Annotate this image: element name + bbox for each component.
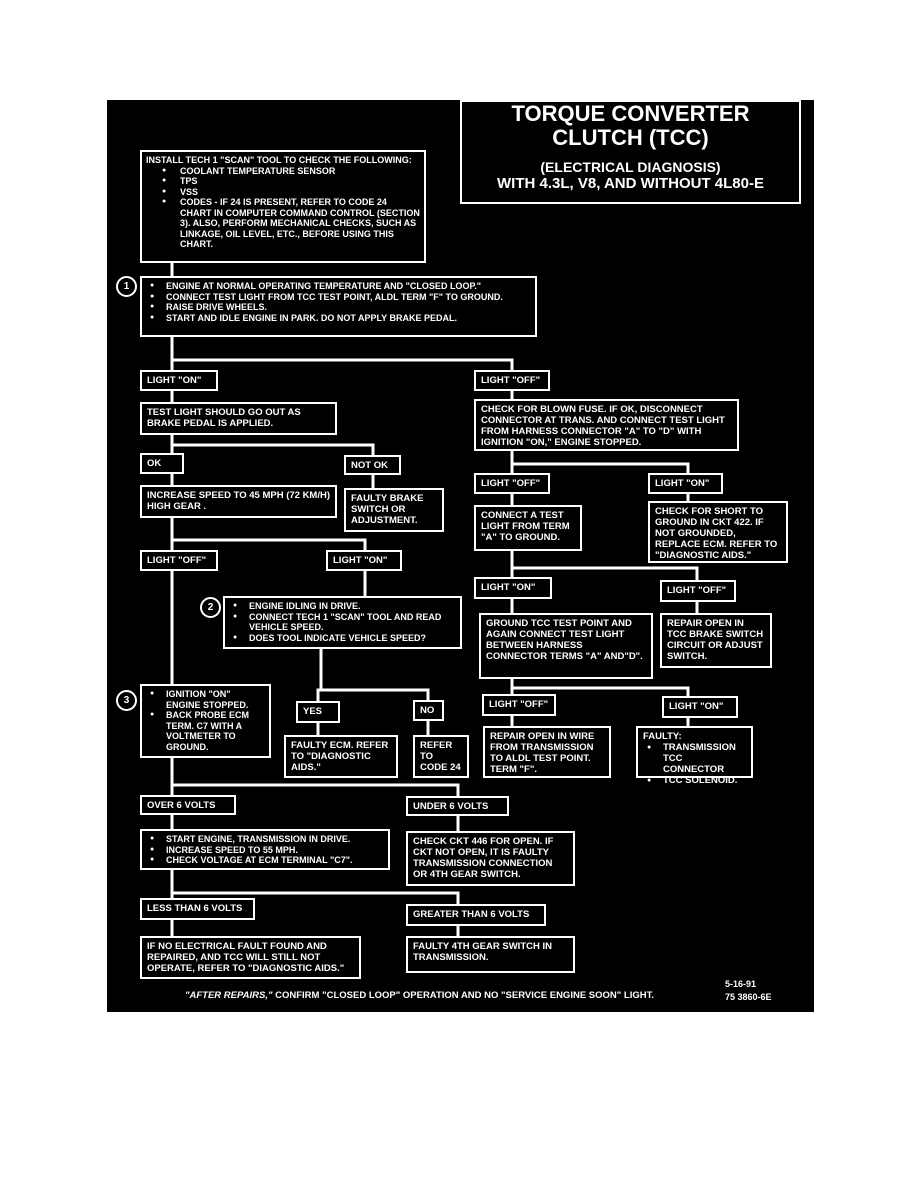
step-3-box (140, 684, 271, 758)
intro-item: ● COOLANT TEMPERATURE SENSOR (180, 166, 420, 177)
footer-code: 75 3860-6E (725, 992, 772, 1002)
connector-line (512, 450, 688, 474)
light-on-label: LIGHT "ON" (140, 370, 218, 391)
title-subtitle-2: WITH 4.3L, V8, AND WITHOUT 4L80-E (497, 175, 764, 192)
light-on-label: LIGHT "ON" (326, 550, 402, 571)
faulty-components-box (636, 726, 753, 786)
title-line2: CLUTCH (TCC) (552, 125, 709, 150)
step-2-list (229, 601, 456, 643)
faulty-list (643, 742, 746, 786)
light-off-label: LIGHT "OFF" (660, 580, 736, 602)
light-off-label: LIGHT "OFF" (482, 694, 556, 716)
step-1-item: ● ENGINE AT NORMAL OPERATING TEMPERATURE AND "CLOSED LOOP." (166, 281, 531, 292)
connector-line (172, 336, 512, 371)
footer-emphasis: "AFTER REPAIRS," (185, 990, 273, 1001)
check-short-box: CHECK FOR SHORT TO GROUND IN CKT 422. IF NOT GROUNDED, REPLACE ECM. REFER TO "DIAGNOSTIC AIDS." (648, 501, 788, 563)
step-2-item: ● ENGINE IDLING IN DRIVE. (249, 601, 456, 612)
start-engine-item: ● CHECK VOLTAGE AT ECM TERMINAL "C7". (166, 855, 384, 866)
refer-code-box: REFER TO CODE 24 (413, 735, 469, 778)
connector-line (172, 434, 373, 456)
increase-speed-box: INCREASE SPEED TO 45 MPH (72 KM/H) HIGH GEAR . (140, 485, 337, 518)
light-off-label: LIGHT "OFF" (140, 550, 218, 571)
faulty-lead: FAULTY: (643, 731, 682, 742)
light-off-label: LIGHT "OFF" (474, 370, 550, 391)
step-2-item: ● DOES TOOL INDICATE VEHICLE SPEED? (249, 633, 456, 644)
start-engine-item: ● START ENGINE, TRANSMISSION IN DRIVE. (166, 834, 384, 845)
light-on-label: LIGHT "ON" (662, 696, 738, 718)
greater-than-6-volts-label: GREATER THAN 6 VOLTS (406, 904, 546, 926)
intro-item: ● TPS (180, 176, 420, 187)
step-2-marker: 2 (200, 597, 221, 618)
footer-date: 5-16-91 (725, 979, 757, 989)
check-ckt446-box: CHECK CKT 446 FOR OPEN. IF CKT NOT OPEN, IT IS FAULTY TRANSMISSION CONNECTION OR 4TH GEAR SWITCH. (406, 831, 575, 886)
connector-line (172, 517, 365, 551)
step-3-item: ● BACK PROBE ECM TERM. C7 WITH A VOLTMETER TO GROUND. (166, 710, 265, 752)
intro-lead: INSTALL TECH 1 "SCAN" TOOL TO CHECK THE FOLLOWING: (146, 155, 412, 165)
step-3-marker: 3 (116, 690, 137, 711)
step-1-item: ● START AND IDLE ENGINE IN PARK. DO NOT APPLY BRAKE PEDAL. (166, 313, 531, 324)
yes-label: YES (296, 701, 340, 723)
step-1-item: ● CONNECT TEST LIGHT FROM TCC TEST POINT, ALDL TERM "F" TO GROUND. (166, 292, 531, 303)
start-engine-item: ● INCREASE SPEED TO 55 MPH. (166, 845, 384, 856)
connector-line (321, 648, 428, 702)
faulty-ecm-box: FAULTY ECM. REFER TO "DIAGNOSTIC AIDS." (284, 735, 398, 778)
step-2-item: ● CONNECT TECH 1 "SCAN" TOOL AND READ VEHICLE SPEED. (249, 612, 456, 633)
under-6-volts-label: UNDER 6 VOLTS (406, 796, 509, 816)
connect-test-box: CONNECT A TEST LIGHT FROM TERM "A" TO GROUND. (474, 505, 582, 551)
faulty-item: ● TCC SOLENOID. (663, 775, 746, 786)
repair-open-wire-box: REPAIR OPEN IN WIRE FROM TRANSMISSION TO ALDL TEST POINT. TERM "F". (483, 726, 611, 778)
blown-fuse-box: CHECK FOR BLOWN FUSE. IF OK, DISCONNECT CONNECTOR AT TRANS. AND CONNECT TEST LIGHT FROM HARNESS CONNECTOR "A" TO "D" WITH IGNITION "ON," ENGINE STOPPED. (474, 399, 739, 451)
no-label: NO (413, 700, 444, 721)
step-2-box (223, 596, 462, 649)
over-6-volts-label: OVER 6 VOLTS (140, 795, 236, 815)
faulty-4th-gear-box: FAULTY 4TH GEAR SWITCH IN TRANSMISSION. (406, 936, 575, 973)
step-3-item: ● IGNITION "ON" ENGINE STOPPED. (166, 689, 265, 710)
step-1-list (146, 281, 531, 323)
intro-list (146, 166, 420, 250)
faulty-brake-box: FAULTY BRAKE SWITCH OR ADJUSTMENT. (344, 488, 444, 532)
light-on-label: LIGHT "ON" (474, 577, 552, 599)
start-engine-list (146, 834, 384, 866)
faulty-item: ● TRANSMISSION TCC CONNECTOR (663, 742, 746, 775)
title-subtitle-1: (ELECTRICAL DIAGNOSIS) (540, 159, 721, 175)
intro-item: ● VSS (180, 187, 420, 198)
footer-note (185, 990, 654, 1001)
step-3-list (146, 689, 265, 752)
less-than-6-volts-label: LESS THAN 6 VOLTS (140, 898, 255, 920)
ok-label: OK (140, 453, 184, 474)
no-fault-box: IF NO ELECTRICAL FAULT FOUND AND REPAIRED, AND TCC WILL STILL NOT OPERATE, REFER TO "DIAGNOSTIC AIDS." (140, 936, 361, 979)
light-off-label: LIGHT "OFF" (474, 473, 550, 494)
not-ok-label: NOT OK (344, 455, 401, 475)
intro-box (140, 150, 426, 263)
light-on-label: LIGHT "ON" (648, 473, 723, 494)
repair-open-brake-box: REPAIR OPEN IN TCC BRAKE SWITCH CIRCUIT OR ADJUST SWITCH. (660, 613, 772, 668)
step-1-item: ● RAISE DRIVE WHEELS. (166, 302, 531, 313)
title-line1: TORQUE CONVERTER (511, 101, 750, 126)
title-block (460, 100, 801, 204)
start-engine-box (140, 829, 390, 870)
intro-item: ● CODES - IF 24 IS PRESENT, REFER TO CODE 24 CHART IN COMPUTER COMMAND CONTROL (SECTION 3). ALSO, PERFORM MECHANICAL CHECKS, SUCH AS LINKAGE, OIL LEVEL, ETC., BEFORE USING THIS CHART. (180, 197, 420, 250)
ground-tcc-box: GROUND TCC TEST POINT AND AGAIN CONNECT TEST LIGHT BETWEEN HARNESS CONNECTOR TERMS "A" AND"D". (479, 613, 653, 679)
step-1-marker: 1 (116, 276, 137, 297)
test-light-box: TEST LIGHT SHOULD GO OUT AS BRAKE PEDAL IS APPLIED. (140, 402, 337, 435)
step-1-box (140, 276, 537, 337)
footer-text: CONFIRM "CLOSED LOOP" OPERATION AND NO "SERVICE ENGINE SOON" LIGHT. (272, 990, 654, 1001)
